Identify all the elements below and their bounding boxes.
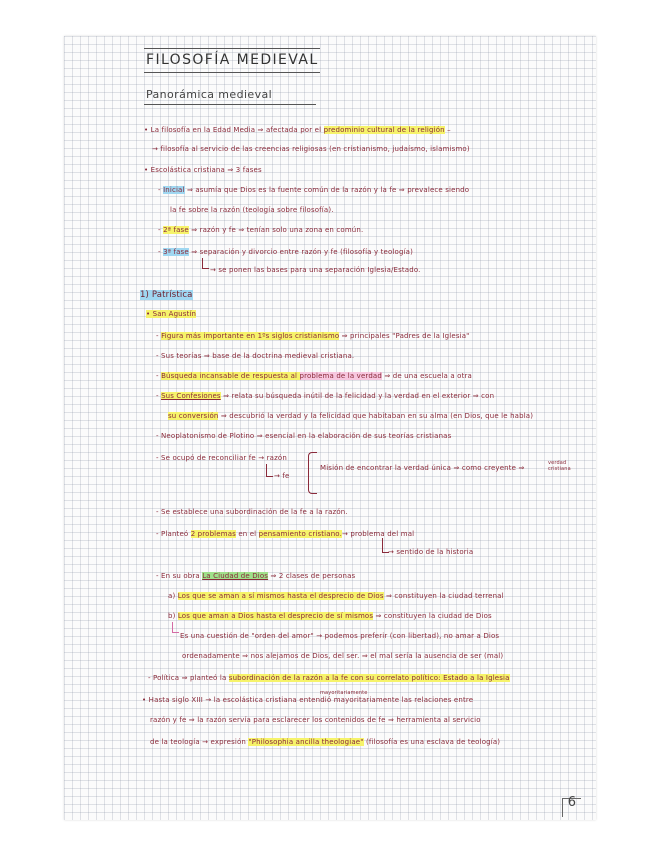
phase-3-text: ⇒ separación y divorcio entre razón y fe (filosofía y teología) — [188, 248, 413, 256]
siglo-line-2: razón y fe ⇒ la razón servía para esclarecer los contenidos de fe ⇒ herramienta al servicio — [150, 716, 481, 724]
author-heading — [146, 310, 196, 318]
bullet-5: - Neoplatonismo de Plotino ⇒ esencial en la elaboración de sus teorías cristianas — [156, 432, 452, 440]
bullet-8: - Planteó 2 problemas en el pensamiento cristiano.→ problema del mal — [156, 530, 415, 538]
bullet-6: - Se ocupó de reconciliar fe → razón — [156, 454, 287, 462]
phase-2-text: ⇒ razón y fe ⇒ tenían solo una zona en común. — [188, 226, 364, 234]
intro-text: • La filosofía en la Edad Media ⇒ afectada por el — [144, 126, 324, 134]
phase-3-cont: → se ponen las bases para una separación Iglesia/Estado. — [210, 266, 421, 274]
page-number: 6 — [567, 795, 576, 810]
page-title: FILOSOFÍA MEDIEVAL — [146, 52, 319, 68]
arrow-problem-evil: → problema del mal — [341, 530, 415, 538]
phase-1-label: Inicial — [163, 186, 185, 194]
bullet-3: - Búsqueda incansable de respuesta al problema de la verdad ⇒ de una escuela a otra — [156, 372, 472, 380]
highlight-ancilla: "Philosophia ancilla theologiae" — [248, 738, 364, 746]
highlight-confesiones: Sus Confesiones — [161, 392, 221, 400]
highlight-thought: pensamiento cristiano. — [258, 530, 342, 538]
intro-line-3: • Escolástica cristiana ⇒ 3 fases — [144, 166, 262, 174]
item-c-cont: ordenadamente ⇒ nos alejamos de Dios, del ser. ⇒ el mal sería la ausencia de ser (mal) — [182, 652, 504, 660]
section-heading-text: 1) Patrística — [140, 290, 193, 300]
author-name: • San Agustín — [146, 310, 197, 318]
bullet-2: - Sus teorías ⇒ base de la doctrina medieval cristiana. — [156, 352, 355, 360]
title-bottom-rule — [144, 72, 320, 73]
highlight-religion: predominio cultural de la religión — [323, 126, 445, 134]
connector-elbow — [266, 464, 273, 477]
phase-2: - 2ª fase ⇒ razón y fe ⇒ tenían solo una zona en común. — [158, 226, 364, 234]
verdad-cristiana: verdad cristiana — [548, 460, 571, 472]
highlight-conversion: su conversión — [168, 412, 219, 420]
connector-elbow — [202, 258, 209, 269]
highlight-figure: Figura más importante en 1ºs siglos cristianismo — [161, 332, 340, 340]
intro-line-1 — [144, 126, 451, 134]
highlight-item-a: Los que se aman a sí mismos hasta el desprecio de Dios — [177, 592, 384, 600]
bullet-9: - En su obra La Ciudad de Dios ⇒ 2 clases de personas — [156, 572, 356, 580]
highlight-truth: problema de la verdad — [299, 372, 382, 380]
arrow-fe: → fe — [274, 472, 290, 480]
mission-text: Misión de encontrar la verdad única ⇒ como creyente ⇒ — [320, 464, 525, 472]
highlight-search: Búsqueda incansable de respuesta al — [161, 372, 300, 380]
bullet-7: - Se establece una subordinación de la fe a la razón. — [156, 508, 348, 516]
item-c: Es una cuestión de "orden del amor" → podemos preferir (con libertad), no amar a Dios — [180, 632, 500, 640]
phase-3-label: 3ª fase — [163, 248, 189, 256]
highlight-item-b: Los que aman a Dios hasta el desprecio de sí mismos — [177, 612, 374, 620]
bullet-4: - Sus Confesiones ⇒ relata su búsqueda inútil de la felicidad y la verdad en el exterior ⇒ con — [156, 392, 495, 400]
bullet-1: - Figura más importante en 1ºs siglos cristianismo ⇒ principales "Padres de la Iglesia" — [156, 332, 470, 340]
brace — [308, 452, 317, 494]
siglo-line-3: de la teología → expresión "Philosophia ancilla theologiae" (filosofía es una esclava de teología) — [150, 738, 501, 746]
page-subtitle: Panorámica medieval — [146, 88, 273, 101]
note-above: mayoritariamente — [320, 690, 368, 696]
intro-text: – — [444, 126, 451, 134]
intro-line-2: → filosofía al servicio de las creencias religiosas (en cristianismo, judaísmo, islamismo) — [152, 145, 470, 153]
title-top-rule — [144, 48, 320, 49]
siglo-line-1: • Hasta siglo XIII → la escolástica cristiana entendió mayoritariamente las relaciones entre — [142, 696, 474, 704]
subtitle-rule — [144, 104, 316, 105]
item-b: b) Los que aman a Dios hasta el desprecio de sí mismos ⇒ constituyen la ciudad de Dios — [168, 612, 492, 620]
highlight-problems: 2 problemas — [190, 530, 236, 538]
highlight-politica: subordinación de la razón a la fe con su correlato político: Estado a la Iglesia — [228, 674, 510, 682]
phase-1-cont: la fe sobre la razón (teología sobre filosofía). — [170, 206, 334, 214]
arrow-razon: → razón — [258, 454, 287, 462]
phase-1-text: ⇒ asumía que Dios es la fuente común de la razón y la fe ⇒ prevalece siendo — [184, 186, 470, 194]
bullet-4-cont: su conversión ⇒ descubrió la verdad y la felicidad que habitaban en su alma (en Dios, que le habla) — [168, 412, 534, 420]
phase-3: - 3ª fase ⇒ separación y divorcio entre razón y fe (filosofía y teología) — [158, 248, 413, 256]
bullet-politica: - Política ⇒ planteó la subordinación de la razón a la fe con su correlato político: Estado a la Iglesia — [148, 674, 510, 682]
highlight-ciudad-de-dios: La Ciudad de Dios — [202, 572, 269, 580]
item-a: a) Los que se aman a sí mismos hasta el desprecio de Dios ⇒ constituyen la ciudad terrenal — [168, 592, 504, 600]
arrow-history: → sentido de la historia — [388, 548, 474, 556]
phase-1: - Inicial ⇒ asumía que Dios es la fuente común de la razón y la fe ⇒ prevalece siendo — [158, 186, 470, 194]
connector-elbow — [172, 622, 179, 633]
notebook-page — [64, 36, 596, 820]
phase-2-label: 2ª fase — [163, 226, 189, 234]
section-heading — [140, 290, 193, 300]
